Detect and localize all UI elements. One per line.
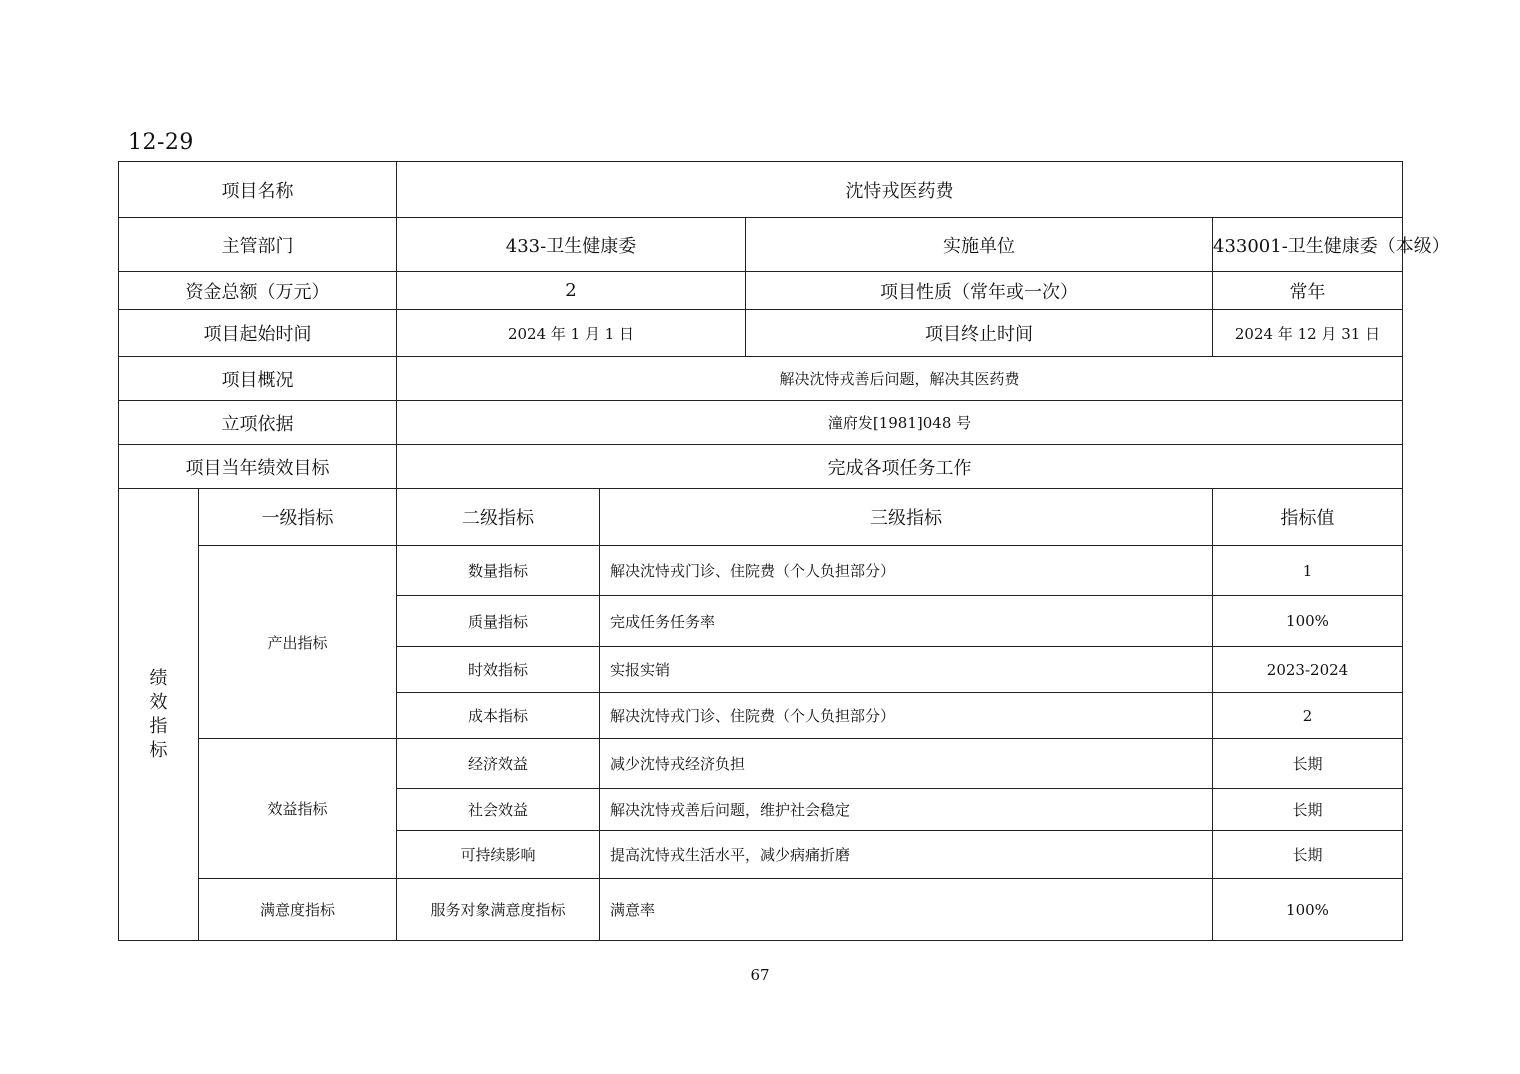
level3-cell: 满意率 [600, 879, 1213, 941]
header-value: 指标值 [1213, 489, 1403, 546]
indicators-section-label [119, 489, 199, 941]
level2-cell: 时效指标 [397, 647, 600, 693]
row-goal [119, 445, 1403, 489]
project-name-value: 沈恃戎医药费 [397, 162, 1403, 218]
indicator-row [119, 739, 1403, 789]
end-label: 项目终止时间 [746, 310, 1213, 357]
page-number: 67 [750, 966, 770, 984]
row-project-name [119, 162, 1403, 218]
row-indicator-headers [119, 489, 1403, 546]
header-level3: 三级指标 [600, 489, 1213, 546]
level3-cell: 实报实销 [600, 647, 1213, 693]
value-cell: 1 [1213, 546, 1403, 596]
row-funds [119, 272, 1403, 310]
value-cell: 2 [1213, 693, 1403, 739]
project-name-label: 项目名称 [119, 162, 397, 218]
overview-value: 解决沈恃戎善后问题，解决其医药费 [397, 357, 1403, 401]
dept-value: 433-卫生健康委 [397, 218, 746, 272]
indicator-row [119, 546, 1403, 596]
performance-table [118, 161, 1450, 941]
value-cell: 100% [1213, 879, 1403, 941]
level2-cell: 经济效益 [397, 739, 600, 789]
value-cell: 长期 [1213, 739, 1403, 789]
indicators-section-text: 绩效指标 [149, 667, 168, 761]
goal-value: 完成各项任务工作 [397, 445, 1403, 489]
start-label: 项目起始时间 [119, 310, 397, 357]
level3-cell: 解决沈恃戎门诊、住院费（个人负担部分） [600, 693, 1213, 739]
row-dates [119, 310, 1403, 357]
unit-value: 433001-卫生健康委（本级） [1213, 218, 1403, 272]
header-level2: 二级指标 [397, 489, 600, 546]
value-cell: 100% [1213, 596, 1403, 647]
level1-output: 产出指标 [199, 546, 397, 739]
basis-label: 立项依据 [119, 401, 397, 445]
level2-cell: 社会效益 [397, 789, 600, 831]
nature-label: 项目性质（常年或一次） [746, 272, 1213, 310]
level3-cell: 解决沈恃戎善后问题，维护社会稳定 [600, 789, 1213, 831]
unit-label: 实施单位 [746, 218, 1213, 272]
level3-cell: 完成任务任务率 [600, 596, 1213, 647]
document-code: 12-29 [128, 130, 194, 155]
level2-cell: 数量指标 [397, 546, 600, 596]
level2-cell: 可持续影响 [397, 831, 600, 879]
level2-cell: 成本指标 [397, 693, 600, 739]
value-cell: 2023-2024 [1213, 647, 1403, 693]
end-value: 2024 年 12 月 31 日 [1213, 310, 1403, 357]
level3-cell: 提高沈恃戎生活水平，减少病痛折磨 [600, 831, 1213, 879]
level1-benefit: 效益指标 [199, 739, 397, 879]
row-overview [119, 357, 1403, 401]
row-basis [119, 401, 1403, 445]
funds-value: 2 [397, 272, 746, 310]
row-department [119, 218, 1403, 272]
overview-label: 项目概况 [119, 357, 397, 401]
nature-value: 常年 [1213, 272, 1403, 310]
level3-cell: 减少沈恃戎经济负担 [600, 739, 1213, 789]
level3-cell: 解决沈恃戎门诊、住院费（个人负担部分） [600, 546, 1213, 596]
value-cell: 长期 [1213, 789, 1403, 831]
funds-label: 资金总额（万元） [119, 272, 397, 310]
basis-value: 潼府发[1981]048 号 [397, 401, 1403, 445]
indicator-row [119, 879, 1403, 941]
level2-cell: 服务对象满意度指标 [397, 879, 600, 941]
dept-label: 主管部门 [119, 218, 397, 272]
level1-satisfaction: 满意度指标 [199, 879, 397, 941]
header-level1: 一级指标 [199, 489, 397, 546]
value-cell: 长期 [1213, 831, 1403, 879]
start-value: 2024 年 1 月 1 日 [397, 310, 746, 357]
level2-cell: 质量指标 [397, 596, 600, 647]
goal-label: 项目当年绩效目标 [119, 445, 397, 489]
